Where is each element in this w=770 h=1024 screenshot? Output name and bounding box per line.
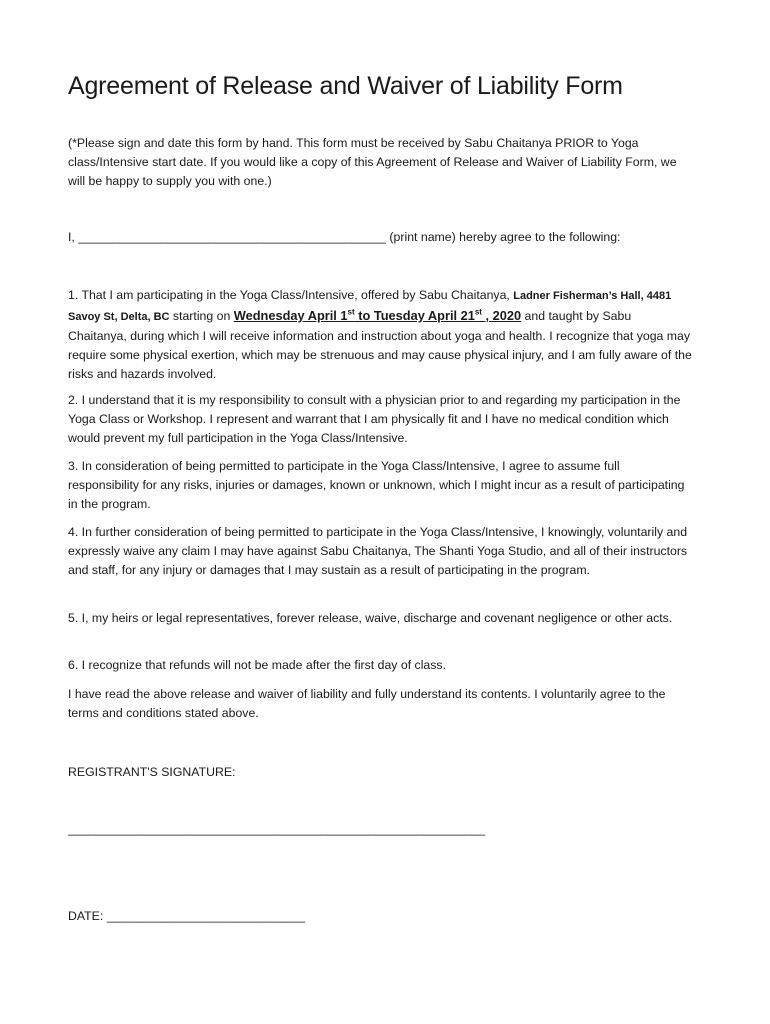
print-name-field[interactable]: _____________________________________________ — [78, 230, 387, 244]
clause-3: 3. In consideration of being permitted to participate in the Yoga Class/Intensive, I agree to assume full responsibility for any risks, injuries or damages, known or unknown, which I might incur as a result of participating in the program. — [68, 459, 685, 511]
date-start-suffix: st — [347, 307, 355, 317]
date-end-suffix: st — [474, 307, 482, 317]
intro-instructions: (*Please sign and date this form by hand. This form must be received by Sabu Chaitanya PRIOR to Yoga class/Intensive start date. If you would like a copy of this Agreement of Release and Waiver of Liability Form, we will be happy to supply you with one.) — [68, 136, 677, 188]
clause-4: 4. In further consideration of being permitted to participate in the Yoga Class/Intensive, I knowingly, voluntarily and expressly waive any claim I may have against Sabu Chaitanya, The Shanti Yoga Studio, and all of their instructors and staff, for any injury or damages that I may sustain as a result of participating in the program. — [68, 525, 688, 577]
print-name-suffix: (print name) hereby agree to the following: — [386, 230, 621, 244]
clause-1-text-b: starting on — [169, 309, 234, 323]
date-year: , 2020 — [481, 308, 522, 323]
clause-1-text-a: 1. That I am participating in the Yoga Class/Intensive, offered by Sabu Chaitanya, — [68, 288, 514, 302]
clause-5: 5. I, my heirs or legal representatives, forever release, waive, discharge and covenant negligence or other acts. — [68, 611, 673, 625]
signature-field[interactable]: _____________________________________________________________ — [68, 822, 486, 836]
form-title: Agreement of Release and Waiver of Liability Form — [68, 72, 623, 100]
print-name-line — [68, 228, 692, 247]
signature-label: REGISTRANT'S SIGNATURE: — [68, 765, 236, 779]
date-line — [68, 907, 692, 926]
clause-2: 2. I understand that it is my responsibility to consult with a physician prior to and regarding my participation in the Yoga Class or Workshop. I represent and warrant that I am physically fit and I have no medical condition which would prevent my full participation in the Yoga Class/Intensive. — [68, 393, 681, 445]
date-label: DATE: — [68, 909, 107, 923]
date-field[interactable]: _____________________________ — [106, 909, 306, 923]
print-name-prefix: I, — [68, 230, 79, 244]
clause-6: 6. I recognize that refunds will not be made after the first day of class. — [68, 658, 446, 672]
clause-1 — [68, 286, 692, 384]
venue-address: Ladner Fisherman’s Hall, 4481 Savoy St, Delta, BC — [68, 290, 672, 323]
date-start: Wednesday April 1 — [233, 308, 348, 323]
date-end: to Tuesday April 21 — [354, 308, 475, 323]
acknowledgement-statement: I have read the above release and waiver of liability and fully understand its contents. I voluntarily agree to the terms and conditions stated above. — [68, 687, 666, 720]
clause-1-text-c: and taught by Sabu Chaitanya, during which I will receive information and instruction about yoga and health. I recognize that yoga may require some physical exertion, which may be strenuous and may cause physical injury, and I am fully aware of the risks and hazards involved. — [68, 309, 692, 381]
class-dates — [234, 308, 521, 323]
